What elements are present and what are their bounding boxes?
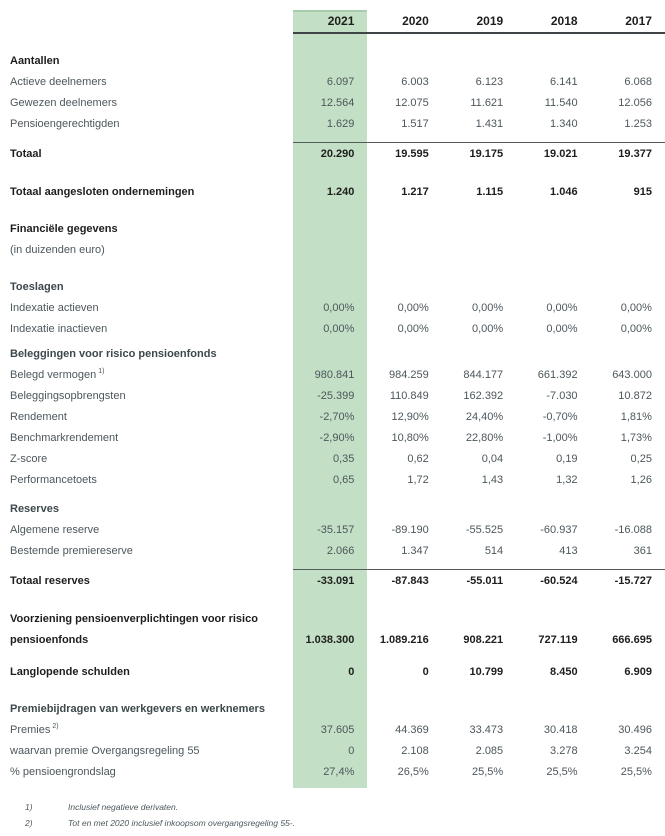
table-row bbox=[0, 71, 665, 92]
value-cell-2017: 19.377 bbox=[618, 148, 652, 160]
row-values bbox=[293, 498, 665, 519]
row-label: Premiebijdragen van werkgevers en werknemers bbox=[10, 702, 265, 715]
value-cell-2021: 2.066 bbox=[326, 544, 355, 557]
value-cell-2020: 0,62 bbox=[407, 452, 429, 465]
row-values bbox=[293, 385, 665, 406]
row-values bbox=[293, 92, 665, 113]
table-row bbox=[0, 218, 665, 239]
footnote-1 bbox=[25, 800, 295, 816]
value-cell-2017: 643.000 bbox=[612, 368, 652, 381]
value-cell-2021: 0 bbox=[348, 744, 355, 757]
value-cell-2019: 25,5% bbox=[471, 765, 504, 778]
value-cell-2017: 361 bbox=[633, 544, 652, 557]
table-row bbox=[0, 608, 665, 629]
value-cell-2019: 1.431 bbox=[475, 117, 504, 130]
row-values bbox=[293, 719, 665, 740]
row-label: Langlopende schulden bbox=[10, 665, 130, 678]
value-cell-2020: 10,80% bbox=[391, 431, 429, 444]
value-cell-2018: -0,70% bbox=[542, 410, 578, 423]
table-row bbox=[0, 448, 665, 469]
row-label: Actieve deelnemers bbox=[10, 75, 107, 88]
footnote-number: 1) bbox=[25, 802, 33, 812]
value-cell-2019: 19.175 bbox=[469, 148, 504, 160]
row-label: % pensioengrondslag bbox=[10, 765, 116, 778]
value-cell-2020: 0 bbox=[422, 665, 429, 678]
row-label: Aantallen bbox=[10, 54, 60, 67]
footnote-text: Inclusief negatieve derivaten. bbox=[68, 802, 179, 812]
value-cell-2021: -25.399 bbox=[317, 389, 355, 402]
table-row bbox=[0, 540, 665, 561]
row-label: Rendement bbox=[10, 410, 67, 423]
row-label: Reserves bbox=[10, 502, 59, 515]
value-cell-2018: 1.340 bbox=[550, 117, 578, 130]
table-row bbox=[0, 569, 665, 592]
row-label: Totaal aangesloten ondernemingen bbox=[10, 185, 195, 198]
table-row bbox=[0, 181, 665, 202]
value-cell-2021: -2,90% bbox=[319, 431, 355, 444]
row-label: Voorziening pensioenverplichtingen voor risico bbox=[10, 612, 258, 625]
table-row bbox=[0, 92, 665, 113]
year-header-2019: 2019 bbox=[476, 14, 504, 28]
year-header-2020: 2020 bbox=[402, 14, 429, 28]
value-cell-2018: 8.450 bbox=[550, 665, 578, 678]
row-values bbox=[293, 629, 665, 650]
value-cell-2019: -55.525 bbox=[465, 523, 504, 536]
value-cell-2019: 0,00% bbox=[471, 322, 504, 335]
row-values bbox=[293, 276, 665, 297]
footnote-marker: 1) bbox=[98, 367, 105, 375]
row-values bbox=[293, 71, 665, 92]
year-header-2017: 2017 bbox=[625, 14, 652, 28]
value-cell-2020: 1.089.216 bbox=[379, 633, 429, 646]
value-cell-2019: 0,00% bbox=[471, 301, 504, 314]
value-cell-2018: 30.418 bbox=[543, 723, 578, 736]
row-values bbox=[293, 427, 665, 448]
value-cell-2018: 1.046 bbox=[550, 185, 578, 198]
row-label: waarvan premie Overgangsregeling 55 bbox=[10, 744, 200, 757]
value-cell-2020: -89.190 bbox=[391, 523, 429, 536]
value-cell-2018: -1,00% bbox=[542, 431, 578, 444]
row-values bbox=[293, 448, 665, 469]
table-row bbox=[0, 276, 665, 297]
row-label: Pensioengerechtigden bbox=[10, 117, 120, 130]
value-cell-2018: 11.540 bbox=[544, 96, 578, 109]
table-row bbox=[0, 519, 665, 540]
row-label: Beleggingsopbrengsten bbox=[10, 389, 126, 402]
value-cell-2021: 1.240 bbox=[326, 185, 355, 198]
row-label: Bestemde premiereserve bbox=[10, 544, 133, 557]
value-cell-2019: 0,04 bbox=[481, 452, 504, 465]
value-cell-2021: 27,4% bbox=[323, 765, 355, 778]
value-cell-2017: 1,73% bbox=[620, 431, 652, 444]
value-cell-2019: 33.473 bbox=[469, 723, 504, 736]
row-values bbox=[293, 113, 665, 134]
row-label: Z-score bbox=[10, 452, 48, 465]
table-row bbox=[0, 469, 665, 490]
row-values bbox=[293, 318, 665, 339]
value-cell-2019: 844.177 bbox=[463, 368, 504, 381]
value-cell-2020: 19.595 bbox=[395, 148, 429, 160]
value-cell-2021: 12.564 bbox=[320, 96, 355, 109]
value-cell-2020: 0,00% bbox=[397, 322, 429, 335]
year-header-row bbox=[0, 10, 665, 34]
value-cell-2017: 1,81% bbox=[620, 410, 652, 423]
value-cell-2021: -33.091 bbox=[317, 575, 355, 587]
table-row bbox=[0, 427, 665, 448]
year-header-2018: 2018 bbox=[550, 14, 578, 28]
value-cell-2018: 727.119 bbox=[538, 633, 578, 646]
value-cell-2017: -15.727 bbox=[614, 575, 652, 587]
row-label: Benchmarkrendement bbox=[10, 431, 119, 444]
value-cell-2019: 514 bbox=[484, 544, 504, 557]
value-cell-2018: 1,32 bbox=[556, 473, 578, 486]
value-cell-2021: 1.038.300 bbox=[305, 633, 355, 646]
value-cell-2018: -7.030 bbox=[546, 389, 578, 402]
row-label: Gewezen deelnemers bbox=[10, 96, 118, 109]
footnote-marker: 2) bbox=[52, 722, 59, 730]
value-cell-2019: -55.011 bbox=[466, 575, 504, 587]
value-cell-2017: 915 bbox=[633, 185, 652, 198]
value-cell-2019: 24,40% bbox=[465, 410, 504, 423]
row-values bbox=[293, 50, 665, 71]
value-cell-2021: 0,00% bbox=[323, 301, 355, 314]
value-cell-2021: -35.157 bbox=[317, 523, 355, 536]
value-cell-2021: 1.629 bbox=[326, 117, 355, 130]
table-row bbox=[0, 318, 665, 339]
value-cell-2018: -60.937 bbox=[540, 523, 578, 536]
table-row bbox=[0, 406, 665, 427]
table-row bbox=[0, 239, 665, 260]
table-row bbox=[0, 385, 665, 406]
value-cell-2018: 413 bbox=[559, 544, 578, 557]
value-cell-2021: 0,35 bbox=[332, 452, 355, 465]
value-cell-2020: 44.369 bbox=[395, 723, 429, 736]
row-label: Premies $^{2)}$ bbox=[10, 722, 59, 736]
value-cell-2019: 10.799 bbox=[469, 665, 504, 678]
table-row bbox=[0, 498, 665, 519]
value-cell-2020: 6.003 bbox=[401, 75, 429, 88]
row-values bbox=[293, 761, 665, 782]
value-cell-2017: 1,26 bbox=[630, 473, 652, 486]
value-cell-2017: 3.254 bbox=[624, 744, 652, 757]
table-row bbox=[0, 719, 665, 740]
value-cell-2020: 984.259 bbox=[389, 368, 429, 381]
row-values bbox=[293, 406, 665, 427]
value-cell-2020: 1.517 bbox=[401, 117, 429, 130]
value-cell-2017: 25,5% bbox=[620, 765, 652, 778]
value-cell-2017: 666.695 bbox=[612, 633, 652, 646]
value-cell-2017: 6.068 bbox=[624, 75, 652, 88]
value-cell-2021: -2,70% bbox=[319, 410, 355, 423]
table-row bbox=[0, 343, 665, 364]
value-cell-2021: 20.290 bbox=[320, 148, 355, 160]
value-cell-2019: 11.621 bbox=[470, 96, 504, 109]
footnotes bbox=[25, 800, 295, 831]
value-cell-2018: 661.392 bbox=[537, 368, 578, 381]
value-cell-2020: 2.108 bbox=[401, 744, 429, 757]
table-row bbox=[0, 297, 665, 318]
row-label: (in duizenden euro) bbox=[10, 243, 105, 256]
value-cell-2019: 1,43 bbox=[481, 473, 504, 486]
value-cell-2021: 37.605 bbox=[320, 723, 355, 736]
row-label: Belegd vermogen $^{1)}$ bbox=[10, 367, 105, 381]
value-cell-2019: 22,80% bbox=[465, 431, 504, 444]
value-cell-2017: 6.909 bbox=[624, 665, 652, 678]
value-cell-2018: 25,5% bbox=[546, 765, 578, 778]
value-cell-2018: 3.278 bbox=[550, 744, 578, 757]
row-label: Indexatie actieven bbox=[10, 301, 99, 314]
value-cell-2020: -87.843 bbox=[391, 575, 429, 587]
table-row bbox=[0, 50, 665, 71]
year-headers bbox=[293, 10, 665, 34]
row-values bbox=[293, 364, 665, 385]
row-values bbox=[293, 540, 665, 561]
row-values bbox=[293, 519, 665, 540]
value-cell-2020: 1,72 bbox=[407, 473, 429, 486]
table-row bbox=[0, 761, 665, 782]
table-body bbox=[0, 50, 665, 782]
table-row bbox=[0, 629, 665, 650]
value-cell-2021: 980.841 bbox=[314, 368, 355, 381]
year-header-2021: 2021 bbox=[327, 14, 355, 28]
value-cell-2020: 1.347 bbox=[401, 544, 429, 557]
value-cell-2019: 6.123 bbox=[475, 75, 504, 88]
value-cell-2021: 0,00% bbox=[323, 322, 355, 335]
row-label: Algemene reserve bbox=[10, 523, 100, 536]
value-cell-2021: 0,65 bbox=[332, 473, 355, 486]
value-cell-2020: 12,90% bbox=[391, 410, 429, 423]
row-label: Beleggingen voor risico pensioenfonds bbox=[10, 347, 217, 360]
value-cell-2019: 2.085 bbox=[475, 744, 504, 757]
value-cell-2017: 30.496 bbox=[618, 723, 652, 736]
row-values bbox=[293, 469, 665, 490]
value-cell-2017: 10.872 bbox=[618, 389, 652, 402]
value-cell-2017: 0,00% bbox=[620, 322, 652, 335]
row-values bbox=[293, 661, 665, 682]
value-cell-2017: 0,00% bbox=[620, 301, 652, 314]
footnote-number: 2) bbox=[25, 817, 33, 828]
table-row bbox=[0, 113, 665, 134]
value-cell-2021: 6.097 bbox=[326, 75, 355, 88]
row-values bbox=[293, 698, 665, 719]
value-cell-2019: 162.392 bbox=[463, 389, 504, 402]
value-cell-2017: 12.056 bbox=[618, 96, 652, 109]
table-row bbox=[0, 364, 665, 385]
value-cell-2017: 1.253 bbox=[624, 117, 652, 130]
value-cell-2018: -60.524 bbox=[540, 575, 578, 587]
row-label: pensioenfonds bbox=[10, 633, 89, 646]
value-cell-2019: 908.221 bbox=[463, 633, 504, 646]
value-cell-2017: -16.088 bbox=[614, 523, 652, 536]
value-cell-2020: 110.849 bbox=[389, 389, 429, 402]
row-label: Indexatie inactieven bbox=[10, 322, 108, 335]
value-cell-2018: 0,00% bbox=[546, 301, 578, 314]
row-label: Toeslagen bbox=[10, 280, 64, 293]
value-cell-2020: 26,5% bbox=[397, 765, 429, 778]
row-values bbox=[293, 297, 665, 318]
value-cell-2020: 1.217 bbox=[401, 185, 429, 198]
value-cell-2020: 12.075 bbox=[395, 96, 429, 109]
row-values bbox=[293, 181, 665, 202]
table-row bbox=[0, 142, 665, 165]
row-label: Totaal bbox=[10, 147, 42, 160]
footnote-2 bbox=[25, 816, 295, 832]
value-cell-2019: 1.115 bbox=[476, 185, 504, 198]
row-values bbox=[293, 608, 665, 629]
row-values bbox=[293, 218, 665, 239]
value-cell-2018: 19.021 bbox=[543, 148, 578, 160]
table-row bbox=[0, 661, 665, 682]
row-values bbox=[293, 569, 665, 592]
value-cell-2018: 6.141 bbox=[550, 75, 578, 88]
value-cell-2021: 0 bbox=[348, 665, 355, 678]
table-row bbox=[0, 698, 665, 719]
value-cell-2018: 0,00% bbox=[546, 322, 578, 335]
row-label: Financiële gegevens bbox=[10, 222, 118, 235]
row-values bbox=[293, 142, 665, 165]
value-cell-2020: 0,00% bbox=[397, 301, 429, 314]
row-label: Totaal reserves bbox=[10, 574, 90, 587]
row-label: Performancetoets bbox=[10, 473, 97, 486]
row-values bbox=[293, 343, 665, 364]
footnote-text: Tot en met 2020 inclusief inkoopsom overgangsregeling 55-. bbox=[68, 817, 295, 828]
value-cell-2018: 0,19 bbox=[556, 452, 578, 465]
table-row bbox=[0, 740, 665, 761]
value-cell-2017: 0,25 bbox=[630, 452, 652, 465]
row-values bbox=[293, 740, 665, 761]
row-values bbox=[293, 239, 665, 260]
